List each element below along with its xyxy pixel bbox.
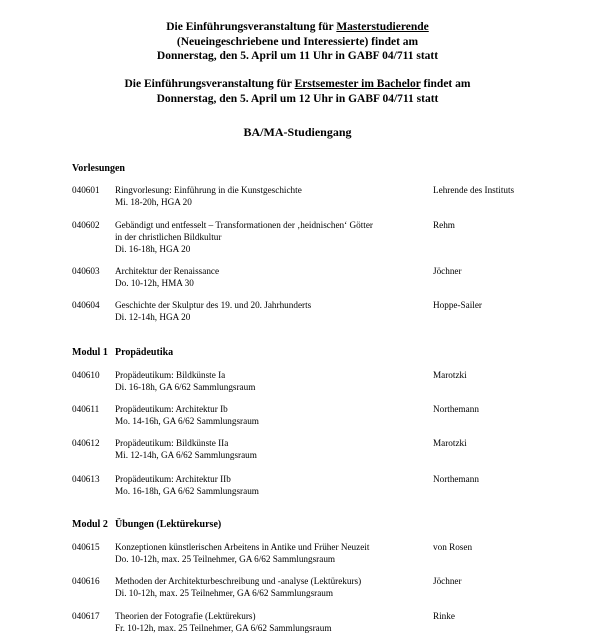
course-schedule: Mo. 14-16h, GA 6/62 Sammlungsraum [115, 415, 259, 426]
notice-text: (Neueingeschriebene und Interessierte) findet am [176, 35, 419, 48]
course-title: Gebändigt und entfesselt – Transformationen der ‚heidnischen‘ Götter [115, 220, 373, 230]
course-description [115, 474, 415, 498]
course-title: Propädeutikum: Architektur IIb [115, 474, 231, 484]
notice-text: Donnerstag, den 5. April um 12 Uhr in GABF 04/711 statt [156, 92, 439, 105]
course-code: 040617 [72, 611, 100, 621]
notice-line [0, 35, 595, 50]
section-title: Vorlesungen [72, 163, 125, 174]
notice-line [0, 77, 595, 92]
course-title: Propädeutikum: Bildkünste Ia [115, 370, 226, 380]
course-title: Ringvorlesung: Einführung in die Kunstgeschichte [115, 185, 302, 195]
section-number: Modul 1 [72, 347, 108, 358]
notice-text: Die Einführungsveranstaltung für [124, 78, 295, 90]
course-schedule: Mo. 16-18h, GA 6/62 Sammlungsraum [115, 485, 259, 496]
section-heading [72, 519, 221, 530]
course-schedule: Di. 10-12h, max. 25 Teilnehmer, GA 6/62 Sammlungsraum [115, 587, 334, 598]
course-description [115, 542, 415, 566]
course-schedule: Mi. 12-14h, GA 6/62 Sammlungsraum [115, 449, 257, 460]
course-lecturer: Lehrende des Instituts [433, 185, 515, 195]
course-code: 040610 [72, 370, 100, 380]
course-title: Theorien der Fotografie (Lektürekurs) [115, 611, 256, 621]
course-description [115, 576, 415, 600]
course-schedule: Di. 16-18h, HGA 20 [115, 243, 191, 254]
notice-emphasis: Erstsemester im Bachelor [294, 78, 421, 90]
course-schedule: Di. 16-18h, GA 6/62 Sammlungsraum [115, 381, 256, 392]
notice-line [0, 20, 595, 35]
course-description [115, 370, 415, 394]
course-lecturer: Rinke [433, 611, 455, 621]
section-heading [72, 347, 173, 358]
course-code: 040601 [72, 185, 100, 195]
course-lecturer: Jöchner [433, 266, 462, 276]
course-title: Geschichte der Skulptur des 19. und 20. Jahrhunderts [115, 300, 312, 310]
course-code: 040611 [72, 404, 100, 414]
course-title: Methoden der Architekturbeschreibung und -analyse (Lektürekurs) [115, 576, 362, 586]
course-schedule: Fr. 10-12h, max. 25 Teilnehmer, GA 6/62 Sammlungsraum [115, 622, 332, 633]
course-code: 040616 [72, 576, 100, 586]
notice-line [0, 92, 595, 107]
course-lecturer: Hoppe-Sailer [433, 300, 482, 310]
notice-text: Donnerstag, den 5. April um 11 Uhr in GABF 04/711 statt [156, 50, 439, 62]
notice-line [0, 49, 595, 64]
master-notice [0, 20, 595, 64]
course-lecturer: Marotzki [433, 438, 467, 448]
course-code: 040603 [72, 266, 100, 276]
course-lecturer: Jöchner [433, 576, 462, 586]
course-title: in der christlichen Bildkultur [115, 231, 222, 242]
course-description [115, 300, 415, 324]
section-title: Propädeutika [115, 347, 174, 358]
course-schedule: Mi. 18-20h, HGA 20 [115, 196, 192, 207]
section-heading [72, 163, 125, 174]
course-title: Konzeptionen künstlerischen Arbeitens in Antike und Früher Neuzeit [115, 542, 370, 552]
course-description [115, 611, 415, 635]
page-heading: BA/MA-Studiengang [243, 125, 352, 139]
course-description [115, 185, 415, 209]
course-title: Propädeutikum: Bildkünste IIa [115, 438, 229, 448]
course-code: 040612 [72, 438, 100, 448]
course-code: 040615 [72, 542, 100, 552]
section-title: Übungen (Lektürekurse) [115, 519, 222, 530]
course-description [115, 220, 415, 255]
notice-text: findet am [420, 78, 471, 90]
course-title: Architektur der Renaissance [115, 266, 220, 276]
course-description [115, 438, 415, 462]
course-code: 040602 [72, 220, 100, 230]
course-description [115, 404, 415, 428]
course-description [115, 266, 415, 290]
course-lecturer: Marotzki [433, 370, 467, 380]
course-title: Propädeutikum: Architektur Ib [115, 404, 228, 414]
course-lecturer: von Rosen [433, 542, 473, 552]
course-lecturer: Northemann [433, 474, 479, 484]
course-schedule: Do. 10-12h, max. 25 Teilnehmer, GA 6/62 Sammlungsraum [115, 553, 336, 564]
notice-text: Die Einführungsveranstaltung für [166, 21, 337, 33]
section-number: Modul 2 [72, 519, 108, 530]
course-code: 040604 [72, 300, 100, 310]
course-schedule: Di. 12-14h, HGA 20 [115, 311, 191, 322]
course-lecturer: Rehm [433, 220, 455, 230]
bachelor-notice [0, 77, 595, 106]
notice-emphasis: Masterstudierende [336, 21, 429, 33]
course-schedule: Do. 10-12h, HMA 30 [115, 277, 194, 288]
course-lecturer: Northemann [433, 404, 479, 414]
course-code: 040613 [72, 474, 100, 484]
